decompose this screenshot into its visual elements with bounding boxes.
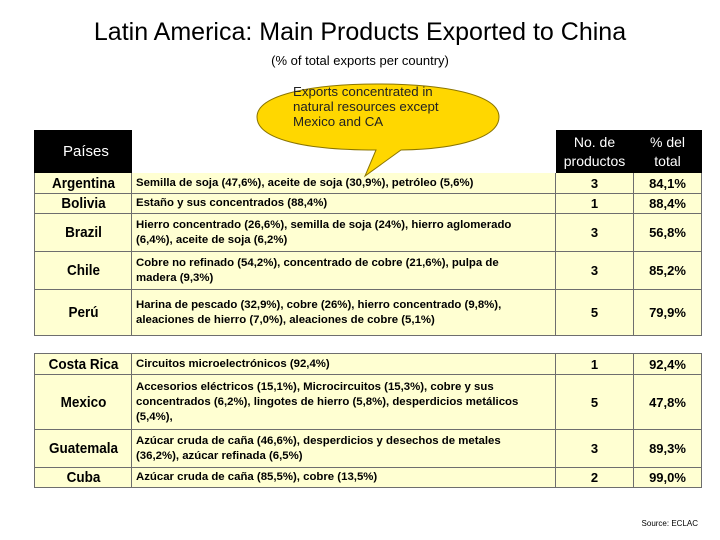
callout-line-1: Exports concentrated in: [293, 84, 433, 99]
products-cell: [132, 468, 556, 488]
products-line: Harina de pescado (32,9%), cobre (26%), hierro concentrado (9,8%),: [136, 298, 502, 311]
page-subtitle: (% of total exports per country): [271, 53, 449, 68]
table-row: [35, 290, 702, 336]
table-row: [35, 375, 702, 430]
pct-total-cell: 99,0%: [634, 468, 702, 488]
num-products-cell: 3: [556, 214, 634, 252]
products-line: Estaño y sus concentrados (88,4%): [136, 197, 328, 209]
products-line: Azúcar cruda de caña (85,5%), cobre (13,5%): [136, 471, 378, 483]
country-cell: Costa Rica: [39, 354, 126, 375]
callout-line-2: natural resources except: [293, 99, 439, 114]
country-cell: Argentina: [39, 173, 126, 194]
products-line: (36,2%), azúcar refinada (6,5%): [136, 449, 303, 462]
callout-text: [293, 84, 439, 129]
pct-total-cell: 56,8%: [634, 214, 702, 252]
num-products-cell: 3: [556, 173, 634, 194]
header-pct-total: % del total: [634, 131, 702, 173]
table-row: [35, 194, 702, 214]
products-cell: [132, 214, 556, 252]
products-line: Accesorios eléctricos (15,1%), Microcircuitos (15,3%), cobre y sus: [136, 380, 494, 393]
country-cell: Bolivia: [39, 194, 126, 214]
pct-total-cell: 85,2%: [634, 252, 702, 290]
num-products-cell: 1: [556, 354, 634, 375]
products-cell: [132, 354, 556, 375]
exports-table-bottom: [34, 353, 702, 488]
num-products-cell: 3: [556, 252, 634, 290]
country-cell: Chile: [39, 252, 126, 290]
source-note: Source: ECLAC: [641, 519, 698, 528]
country-cell: Cuba: [39, 468, 126, 488]
pct-total-cell: 79,9%: [634, 290, 702, 336]
products-line: madera (9,3%): [136, 271, 214, 284]
products-line: Semilla de soja (47,6%), aceite de soja (30,9%), petróleo (5,6%): [136, 176, 474, 189]
products-line: (6,4%), aceite de soja (6,2%): [136, 233, 288, 246]
pct-total-cell: 88,4%: [634, 194, 702, 214]
country-cell: Mexico: [39, 375, 126, 430]
products-line: Circuitos microelectrónicos (92,4%): [136, 357, 330, 370]
pct-total-cell: 92,4%: [634, 354, 702, 375]
products-line: Cobre no refinado (54,2%), concentrado de cobre (21,6%), pulpa de: [136, 256, 499, 269]
products-line: Hierro concentrado (26,6%), semilla de soja (24%), hierro aglomerado: [136, 218, 512, 231]
table-row: [35, 430, 702, 468]
pct-total-cell: 89,3%: [634, 430, 702, 468]
products-cell: [132, 194, 556, 214]
products-cell: [132, 430, 556, 468]
products-cell: [132, 252, 556, 290]
products-cell: [132, 375, 556, 430]
num-products-cell: 3: [556, 430, 634, 468]
products-cell: [132, 290, 556, 336]
table-row: [35, 252, 702, 290]
table-row: [35, 214, 702, 252]
num-products-cell: 5: [556, 375, 634, 430]
num-products-cell: 1: [556, 194, 634, 214]
products-line: aleaciones de hierro (7,0%), aleaciones de cobre (5,1%): [136, 313, 435, 326]
products-line: (5,4%),: [136, 410, 173, 423]
products-line: concentrados (6,2%), lingotes de hierro (5,8%), desperdicios metálicos: [136, 395, 519, 408]
table-row: [35, 468, 702, 488]
country-cell: Brazil: [39, 214, 126, 252]
header-paises: Países: [35, 131, 132, 173]
table-row: [35, 354, 702, 375]
page-title: Latin America: Main Products Exported to China: [93, 18, 627, 46]
pct-total-cell: 47,8%: [634, 375, 702, 430]
pct-total-cell: 84,1%: [634, 173, 702, 194]
header-num-products: No. de productos: [556, 131, 634, 173]
callout-bubble: [257, 84, 499, 150]
num-products-cell: 2: [556, 468, 634, 488]
country-cell: Guatemala: [39, 430, 126, 468]
country-cell: Perú: [39, 290, 126, 336]
num-products-cell: 5: [556, 290, 634, 336]
products-line: Azúcar cruda de caña (46,6%), desperdicios y desechos de metales: [136, 434, 501, 447]
callout-line-3: Mexico and CA: [293, 114, 384, 129]
